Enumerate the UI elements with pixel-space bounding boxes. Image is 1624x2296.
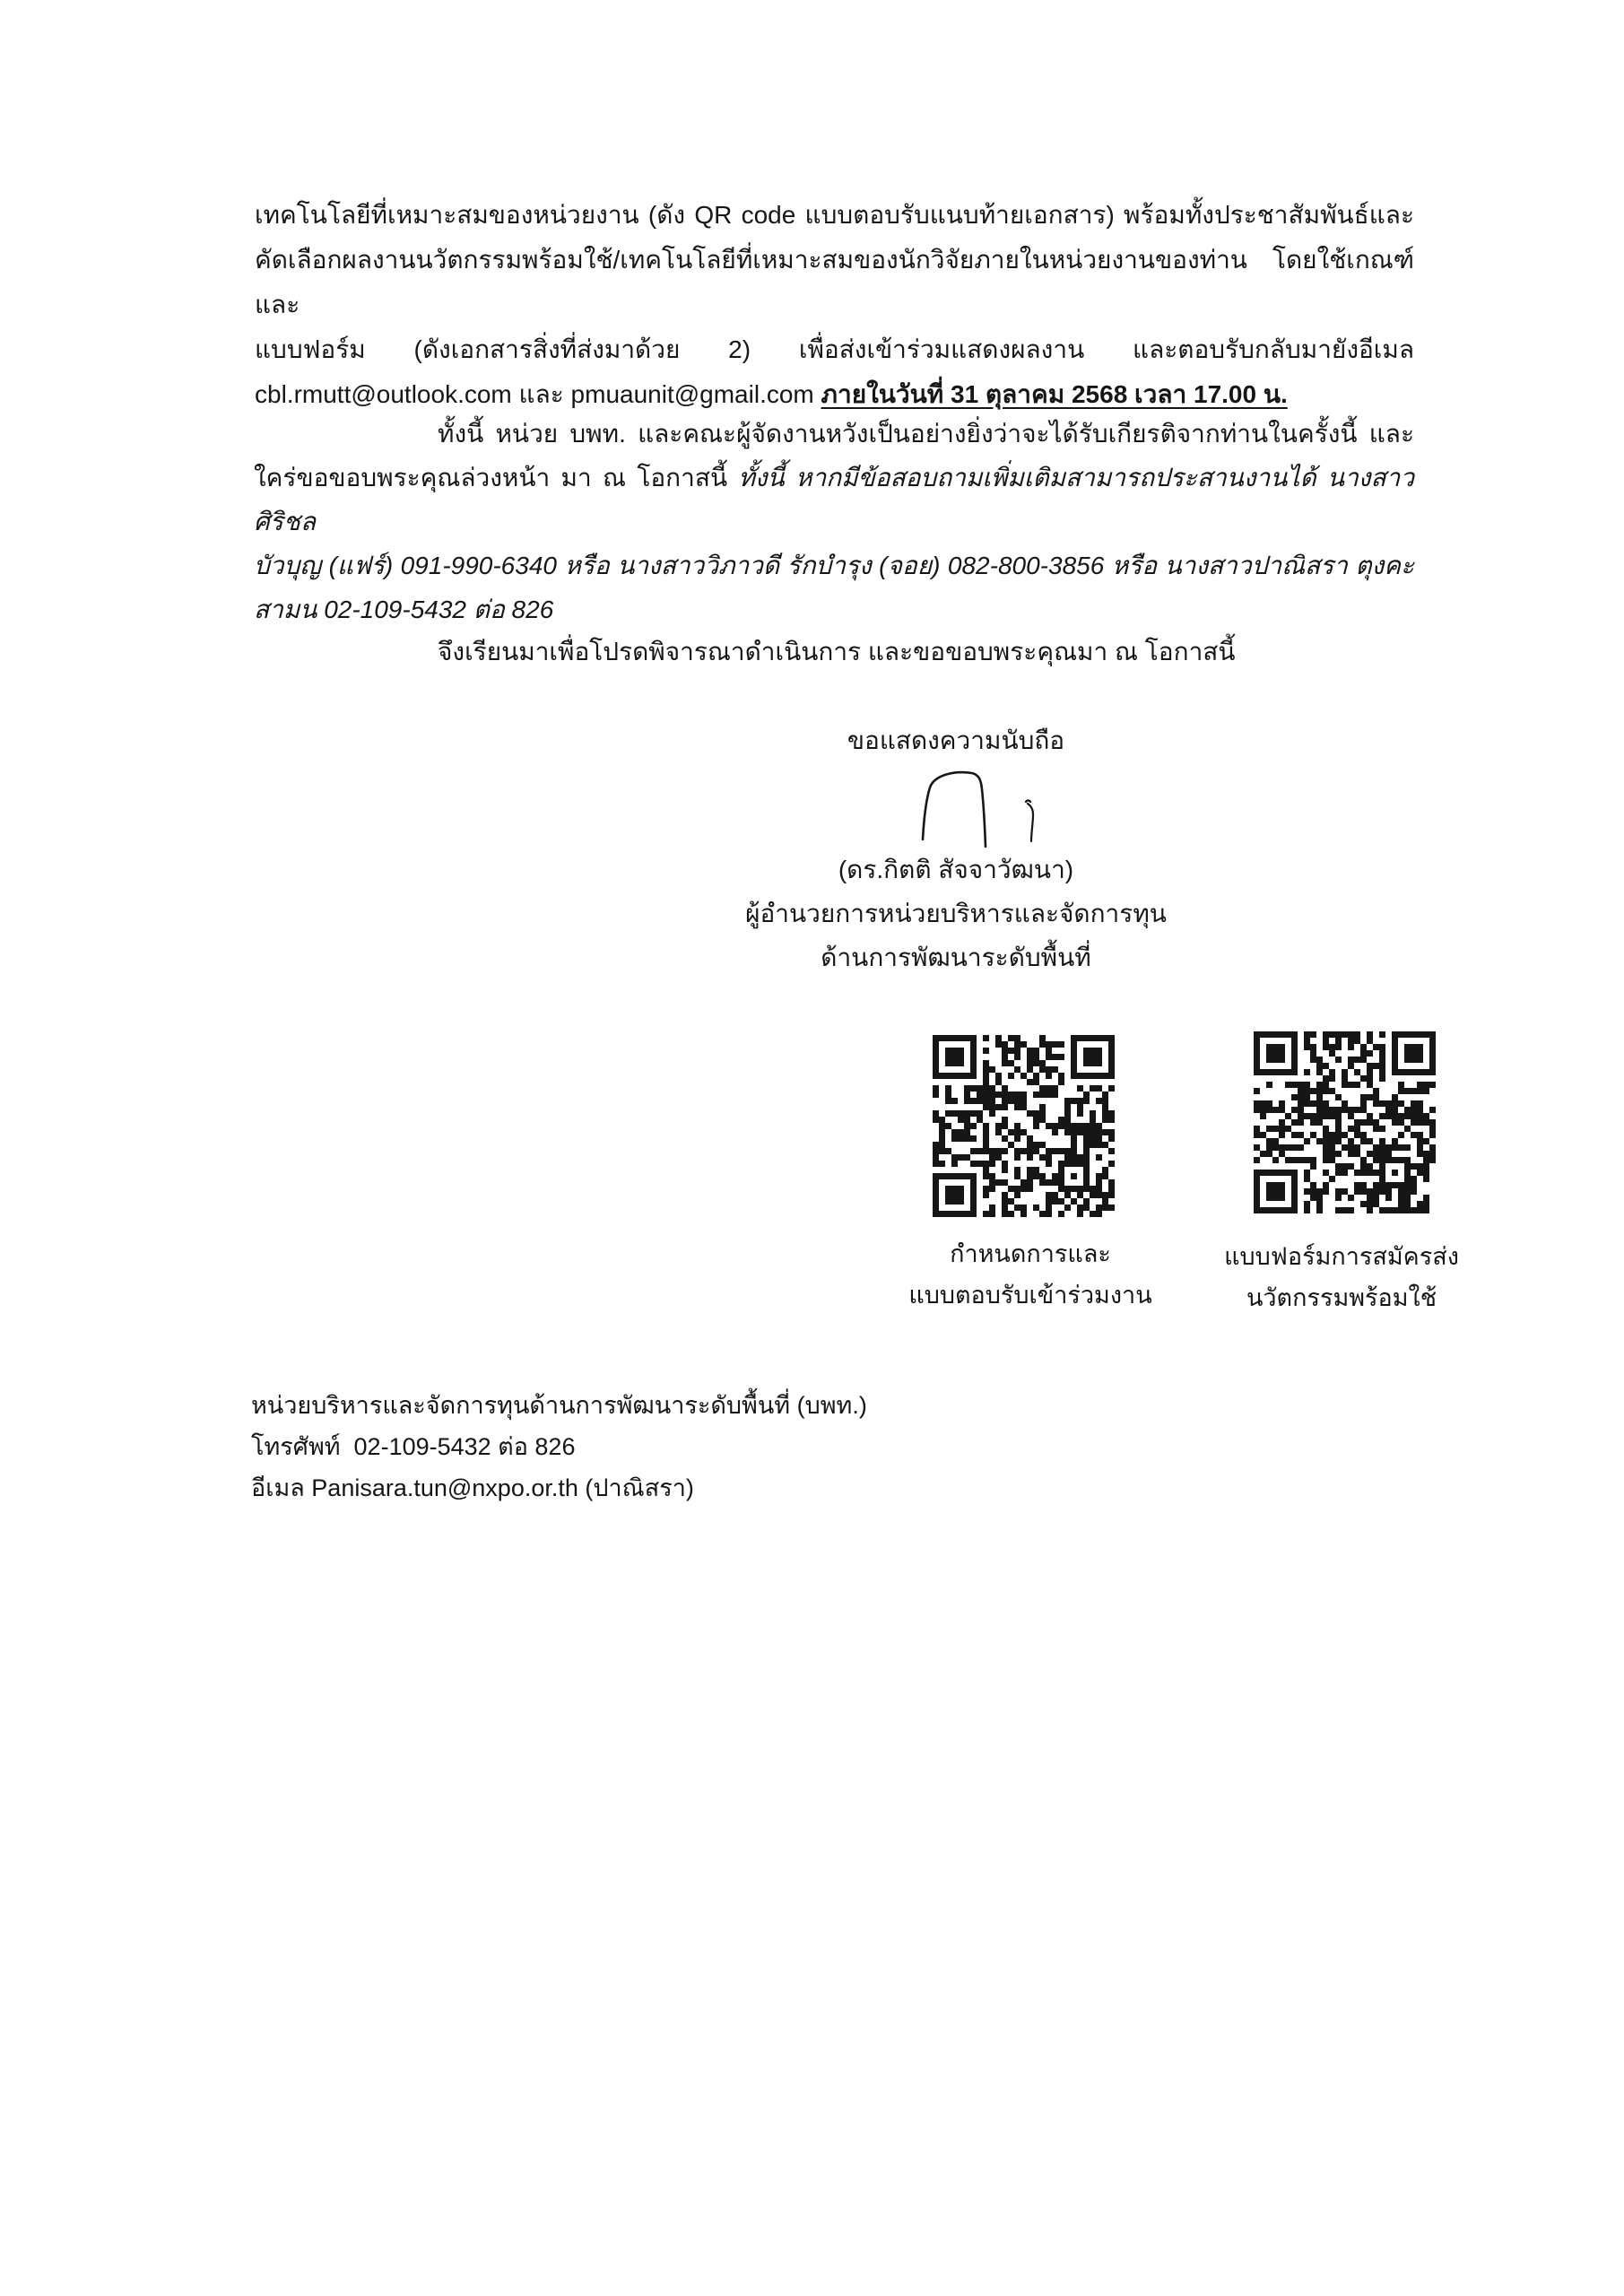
contact-paragraph-line: บัวบุญ (แฟร์) 091-990-6340 หรือ นางสาววิภาวดี รักบำรุง (จอย) 082-800-3856 หรือ นางสาวปาณิสรา ตุงคะ — [254, 552, 1414, 579]
qr-caption-line: แบบตอบรับเข้าร่วมงาน — [908, 1282, 1152, 1309]
signatory-name: (ดร.กิตติ สัจจาวัฒนา) — [838, 856, 1074, 883]
qr-caption-innovation-form — [1153, 1236, 1530, 1318]
contact-paragraph — [254, 412, 1414, 631]
footer-unit-name: หน่วยบริหารและจัดการทุนด้านการพัฒนาระดับพื้นที่ (บพท.) — [251, 1392, 867, 1419]
body-text-line: คัดเลือกผลงานนวัตกรรมพร้อมใช้/เทคโนโลยีที่เหมาะสมของนักวิจัยภายในหน่วยงานของท่าน โดยใช้เกณฑ์และ — [255, 246, 1414, 318]
contact-paragraph-line: ทั้งนี้ หน่วย บพท. และคณะผู้จัดงานหวังเป็นอย่างยิ่งว่าจะได้รับเกียรติจากท่านในครั้งนี้ และ — [438, 420, 1414, 448]
contact-paragraph-line — [254, 456, 1414, 544]
qr-code-schedule-icon — [933, 1035, 1115, 1217]
qr-caption-line: กำหนดการและ — [950, 1240, 1111, 1267]
thanks-text: ใคร่ขอขอบพระคุณล่วงหน้า มา ณ โอกาสนี้ — [254, 464, 728, 491]
signature-stroke — [923, 772, 986, 847]
qr-modules — [1254, 1031, 1436, 1213]
signature-stroke — [1026, 801, 1033, 842]
qr-modules — [933, 1035, 1115, 1217]
contact-paragraph-line: สามน 02-109-5432 ต่อ 826 — [254, 596, 554, 623]
qr-caption-line: แบบฟอร์มการสมัครส่ง — [1224, 1243, 1459, 1270]
signatory — [687, 848, 1225, 979]
qr-code-innovation-form-icon — [1254, 1031, 1436, 1213]
body-text-line: เทคโนโลยีที่เหมาะสมของหน่วยงาน (ดัง QR code แบบตอบรับแนบท้ายเอกสาร) พร้อมทั้งประชาสัมพันธ์และ — [255, 201, 1414, 229]
signature — [916, 768, 1060, 853]
contact-emails: cbl.rmutt@outlook.com และ pmuaunit@gmail.com — [255, 380, 814, 408]
body-text-line: แบบฟอร์ม (ดังเอกสารสิ่งที่ส่งมาด้วย 2) เพื่อส่งเข้าร่วมแสดงผลงาน และตอบรับกลับมายังอีเมล — [255, 335, 1414, 363]
signatory-position: ผู้อำนวยการหน่วยบริหารและจัดการทุน — [745, 900, 1167, 927]
signatory-position: ด้านการพัฒนาระดับพื้นที่ — [821, 944, 1091, 971]
body-paragraph — [255, 193, 1414, 417]
qr-caption-line: นวัตกรรมพร้อมใช้ — [1246, 1284, 1437, 1311]
salutation: ขอแสดงความนับถือ — [847, 726, 1065, 754]
footer-contact — [251, 1385, 1148, 1509]
contact-persons-text: ทั้งนี้ หากมีข้อสอบถามเพิ่มเติมสามารถประสานงานได้ นางสาวศิริชล — [254, 464, 1415, 535]
closing-sentence: จึงเรียนมาเพื่อโปรดพิจารณาดำเนินการ และขอขอบพระคุณมา ณ โอกาสนี้ — [438, 638, 1236, 665]
submission-deadline: ภายในวันที่ 31 ตุลาคม 2568 เวลา 17.00 น. — [821, 380, 1288, 408]
body-text-line — [255, 372, 1414, 417]
footer-phone: โทรศัพท์ 02-109-5432 ต่อ 826 — [251, 1433, 576, 1460]
footer-email: อีเมล Panisara.tun@nxpo.or.th (ปาณิสรา) — [251, 1474, 694, 1501]
